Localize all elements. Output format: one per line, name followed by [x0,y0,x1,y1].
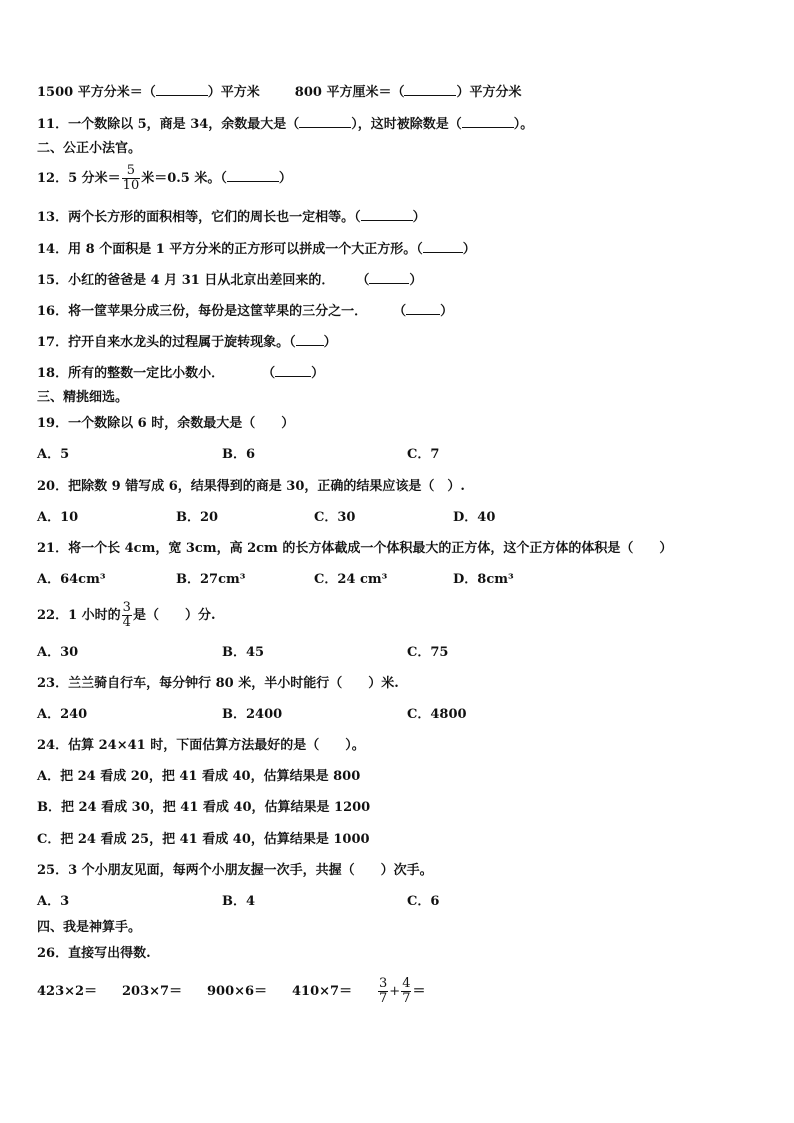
q23-option-b[interactable]: B．2400 [222,707,283,722]
q26-item-3: 900×6＝ [207,984,268,999]
q24-option-c[interactable]: C．把 24 看成 25，把 41 看成 40，估算结果是 1000 [37,832,370,847]
q12-frac-den: 10 [122,178,140,193]
q18-end: ） [311,366,325,381]
q11-blank-2[interactable] [462,115,514,128]
q20-option-a[interactable]: A．10 [37,510,79,525]
q26-frac2-den: 7 [402,991,411,1006]
q11-line [37,115,533,133]
q12-prefix: 12．5 分米＝ [37,171,121,186]
q22-frac-den: 4 [122,615,131,630]
q22-option-b[interactable]: B．45 [222,645,265,660]
q13-line [37,208,426,226]
q23-text: 23．兰兰骑自行车，每分钟行 80 米，半小时能行（ ）米. [37,676,399,691]
q26-frac1-den: 7 [379,991,388,1006]
q15-end: ） [409,273,423,288]
q25-option-c[interactable]: C．6 [407,894,440,909]
q17-blank[interactable] [296,333,324,346]
q26-item-1: 423×2＝ [37,984,98,999]
q22-frac-num: 3 [122,600,131,615]
q12-frac-num: 5 [122,164,141,179]
q24-option-b[interactable]: B．把 24 看成 30，把 41 看成 40，估算结果是 1200 [37,800,371,815]
q10-part1-prefix: 1500 平方分米＝（ [37,85,156,100]
q26-fraction-1 [378,977,388,1006]
q10-part2-suffix: ）平方分米 [456,85,522,100]
q16-prefix: 16．将一筐苹果分成三份，每份是这筐苹果的三分之一． [37,304,368,319]
q26-item-5 [377,970,425,1014]
q16-open: （ [393,304,407,319]
q15-open: （ [356,273,370,288]
q16-blank[interactable] [406,302,440,315]
q10-line [37,83,521,101]
q18-blank[interactable] [275,364,311,377]
q20-text: 20．把除数 9 错写成 6，结果得到的商是 30，正确的结果应该是（ ）. [37,479,465,494]
section-2-heading: 二、公正小法官。 [37,141,142,156]
q21-option-a[interactable]: A．64cm³ [37,572,106,587]
q10-blank-2[interactable] [404,83,456,96]
q10-blank-1[interactable] [156,83,208,96]
q26-item-2: 203×7＝ [122,984,183,999]
q22-fraction [122,601,132,630]
q14-line [37,240,476,258]
section-3-heading: 三、精挑细选。 [37,390,129,405]
q11-blank-1[interactable] [299,115,351,128]
q26-frac1-num: 3 [379,976,388,991]
q19-text: 19．一个数除以 6 时，余数最大是（ ） [37,416,295,431]
q20-option-b[interactable]: B．20 [176,510,219,525]
q20-option-c[interactable]: C．30 [314,510,356,525]
q12-line [37,164,292,194]
q14-blank[interactable] [423,240,463,253]
q15-prefix: 15．小红的爸爸是 4 月 31 日从北京出差回来的． [37,273,335,288]
q26-equals: ＝ [412,984,426,999]
q10-part2-prefix: 800 平方厘米＝（ [294,85,405,100]
q26-item-4: 410×7＝ [292,984,353,999]
q22-option-c[interactable]: C．75 [407,645,449,660]
q10-part1-suffix: ）平方米 [207,85,260,100]
q17-line [37,333,337,351]
q14-end: ） [462,242,476,257]
q23-option-a[interactable]: A．240 [37,707,88,722]
q12-fraction [122,164,141,193]
q26-fraction-2 [401,977,411,1006]
q19-option-c[interactable]: C．7 [407,447,440,462]
q25-text: 25．3 个小朋友见面，每两个小朋友握一次手，共握（ ）次手。 [37,863,433,878]
q26-plus: + [389,984,401,999]
q13-prefix: 13．两个长方形的面积相等，它们的周长也一定相等。（ [37,210,361,225]
q26-text: 26．直接写出得数. [37,946,151,961]
q22-suffix: 是（ ）分. [132,608,216,623]
q19-option-a[interactable]: A．5 [37,447,70,462]
q21-text: 21．将一个长 4cm，宽 3cm，高 2cm 的长方体截成一个体积最大的正方体，这个正方体的体积是（ ） [37,541,673,556]
q23-option-c[interactable]: C．4800 [407,707,467,722]
q17-prefix: 17．拧开自来水龙头的过程属于旋转现象。（ [37,335,296,350]
q19-option-b[interactable]: B．6 [222,447,256,462]
q25-option-a[interactable]: A．3 [37,894,70,909]
q22-prefix: 22．1 小时的 [37,608,121,623]
q15-line [37,271,422,289]
q22-option-a[interactable]: A．30 [37,645,79,660]
q11-middle: ），这时被除数是（ [351,117,462,132]
q12-end: ） [278,171,292,186]
section-4-heading: 四、我是神算手。 [37,920,142,935]
q18-open: （ [262,366,276,381]
q17-end: ） [323,335,337,350]
q11-prefix: 11．一个数除以 5，商是 34，余数最大是（ [37,117,300,132]
q21-option-d[interactable]: D．8cm³ [453,572,514,587]
q25-option-b[interactable]: B．4 [222,894,256,909]
q12-suffix: 米＝0.5 米。（ [141,171,227,186]
q14-prefix: 14．用 8 个面积是 1 平方分米的正方形可以拼成一个大正方形。（ [37,242,423,257]
q12-blank[interactable] [227,169,279,182]
q21-option-b[interactable]: B．27cm³ [176,572,246,587]
q18-line [37,364,324,382]
q26-frac2-num: 4 [402,976,411,991]
q13-end: ） [412,210,426,225]
q16-end: ） [440,304,454,319]
q18-prefix: 18．所有的整数一定比小数小． [37,366,225,381]
q21-option-c[interactable]: C．24 cm³ [314,572,388,587]
q16-line [37,302,453,320]
q15-blank[interactable] [369,271,409,284]
q24-option-a[interactable]: A．把 24 看成 20，把 41 看成 40，估算结果是 800 [37,769,361,784]
q24-text: 24．估算 24×41 时，下面估算方法最好的是（ ）。 [37,738,365,753]
q20-option-d[interactable]: D．40 [453,510,496,525]
q22-line [37,601,215,631]
q11-suffix: ）。 [513,117,534,132]
q13-blank[interactable] [361,208,413,221]
